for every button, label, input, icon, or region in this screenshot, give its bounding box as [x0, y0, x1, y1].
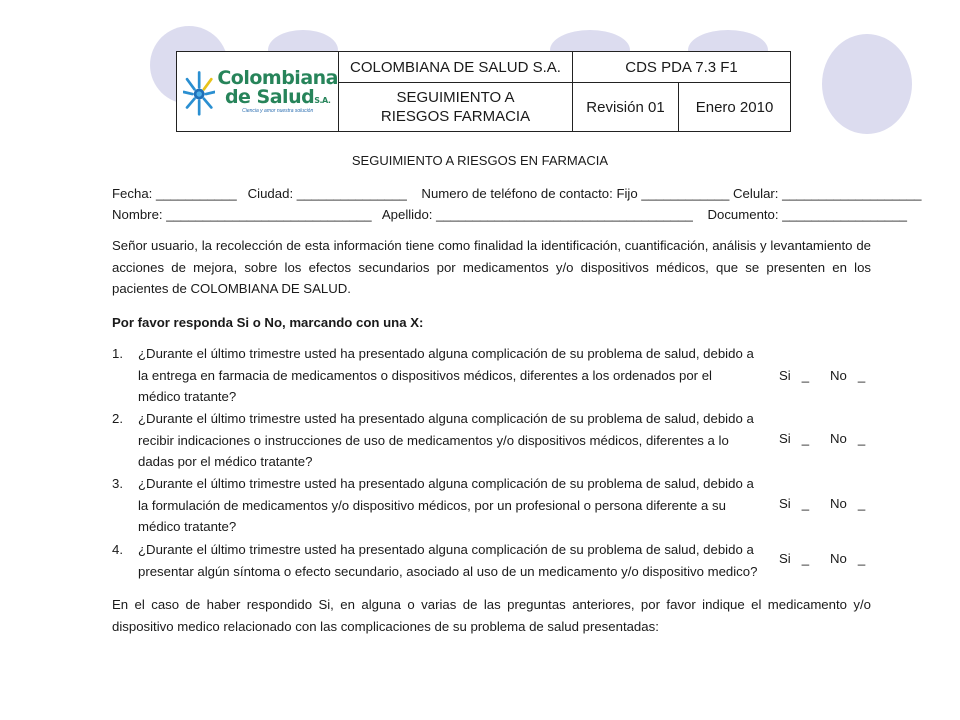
sun-logo-icon: [183, 57, 215, 127]
question-number: 3.: [112, 476, 123, 491]
question-item: [112, 408, 872, 472]
document-code-cell: CDS PDA 7.3 F1: [573, 52, 791, 83]
answer-yes[interactable]: Si _: [779, 368, 810, 383]
contact-fields-line: Fecha: ___________ Ciudad: _______________ Numero de teléfono de contacto: Fijo ____________ Celular: ___________________: [112, 186, 922, 201]
logo-text-de-salud: de Salud: [224, 86, 315, 108]
date-cell: Enero 2010: [679, 83, 791, 132]
question-text: ¿Durante el último trimestre usted ha presentado alguna complicación de su problema de salud, debido a la formulación de medicamentos y/o dispositivo médicos, por un profesional o persona diferente a su médico tratante?: [138, 476, 754, 534]
company-name-cell: COLOMBIANA DE SALUD S.A.: [339, 52, 573, 83]
question-text: ¿Durante el último trimestre usted ha presentado alguna complicación de su problema de salud, debido a la entrega en farmacia de medicamentos o dispositivos médicos, diferentes a los ordenados por el médico tratante?: [138, 346, 754, 404]
decorative-circle: [822, 34, 912, 134]
intro-paragraph: Señor usuario, la recolección de esta información tiene como finalidad la identificación, cuantificación, análisis y levantamiento de acciones de mejora, sobre los efectos secundarios por medicamentos y/o dispositivos médicos, que se presenten en los pacientes de COLOMBIANA DE SALUD.: [112, 238, 871, 296]
logo-tagline: Ciencia y amor nuestra solución: [242, 108, 314, 114]
revision-cell: Revisión 01: [573, 83, 679, 132]
answer-yes[interactable]: Si _: [779, 496, 810, 511]
closing-paragraph: En el caso de haber respondido Si, en alguna o varias de las preguntas anteriores, por favor indique el medicamento y/o dispositivo medico relacionado con las complicaciones de su problema de salud presentadas:: [112, 597, 871, 634]
answer-no[interactable]: No _: [830, 368, 866, 383]
question-number: 4.: [112, 542, 123, 557]
company-logo: [177, 53, 338, 131]
logo-text-line2: [217, 88, 338, 107]
logo-cell: [177, 52, 339, 132]
question-text: ¿Durante el último trimestre usted ha presentado alguna complicación de su problema de salud, debido a presentar algún síntoma o efecto secundario, asociado al uso de un medicamento y/o dispositivo medico?: [138, 542, 758, 579]
answer-yes[interactable]: Si _: [779, 431, 810, 446]
answer-no[interactable]: No _: [830, 551, 866, 566]
answer-no[interactable]: No _: [830, 431, 866, 446]
answer-no[interactable]: No _: [830, 496, 866, 511]
question-text: ¿Durante el último trimestre usted ha presentado alguna complicación de su problema de salud, debido a recibir indicaciones o instrucciones de uso de medicamentos y/o dispositivos médicos, diferentes a lo dadas por el médico tratante?: [138, 411, 754, 469]
answer-yes[interactable]: Si _: [779, 551, 810, 566]
logo-text-suffix: S.A.: [314, 96, 331, 105]
instruction-text: Por favor responda Si o No, marcando con una X:: [112, 315, 424, 330]
logo-text-line1: Colombiana: [217, 67, 338, 89]
name-fields-line: Nombre: ____________________________ Apellido: ___________________________________ Documento: _________________: [112, 207, 907, 222]
question-number: 1.: [112, 346, 123, 361]
question-item: [112, 539, 872, 583]
form-title-cell: SEGUIMIENTO A RIESGOS FARMACIA: [339, 83, 573, 132]
question-item: [112, 343, 872, 407]
question-item: [112, 473, 872, 537]
question-number: 2.: [112, 411, 123, 426]
document-title: SEGUIMIENTO A RIESGOS EN FARMACIA: [351, 153, 609, 168]
form-header-table: [176, 51, 791, 132]
